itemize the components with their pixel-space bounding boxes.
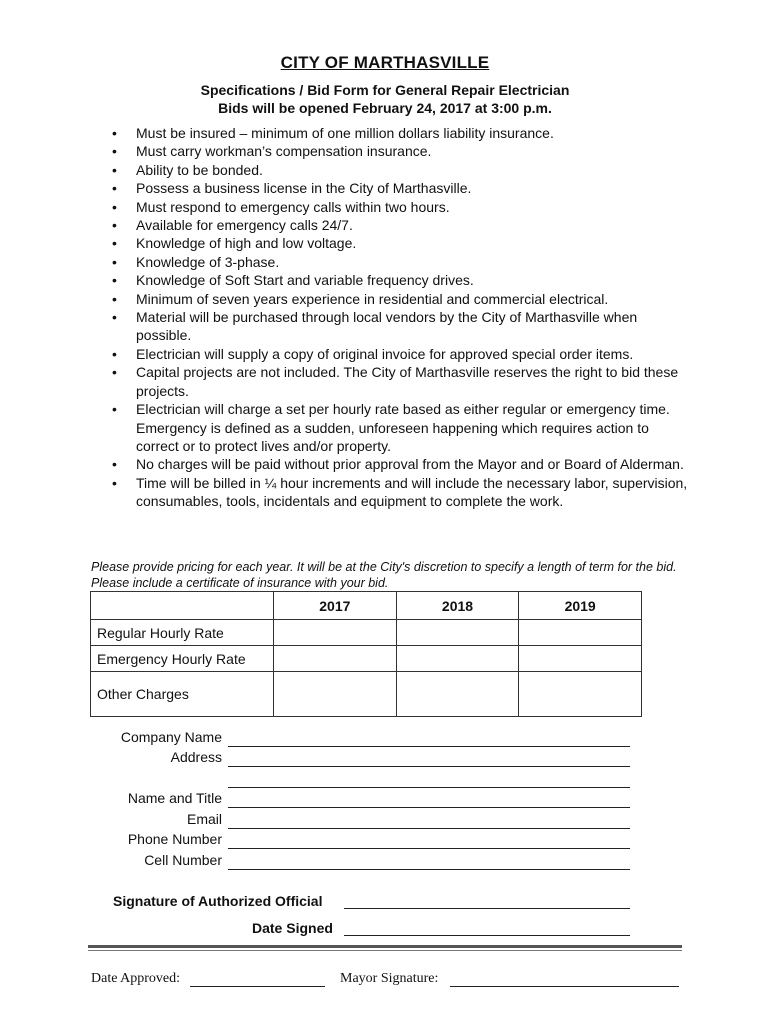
date-signed-line[interactable] bbox=[344, 935, 630, 936]
cell-line[interactable] bbox=[228, 869, 630, 870]
bid-opening-date: Bids will be opened February 24, 2017 at 3:00 p.m. bbox=[218, 100, 552, 116]
list-item: • Electrician will supply a copy of original invoice for approved special order items. bbox=[110, 345, 690, 363]
table-corner-cell bbox=[91, 592, 274, 620]
price-cell[interactable] bbox=[519, 672, 642, 717]
phone-line[interactable] bbox=[228, 848, 630, 849]
table-row bbox=[91, 646, 642, 672]
address-label: Address bbox=[170, 749, 222, 765]
list-item: • No charges will be paid without prior approval from the Mayor and or Board of Alderman. bbox=[110, 455, 690, 473]
year-header: 2017 bbox=[274, 592, 397, 620]
company-name-line[interactable] bbox=[228, 746, 630, 747]
table-row bbox=[91, 620, 642, 646]
date-approved-label: Date Approved: bbox=[91, 971, 181, 986]
list-item: • Available for emergency calls 24/7. bbox=[110, 216, 690, 234]
list-item: • Time will be billed in ¼ hour increments and will include the necessary labor, supervision, consumables, tools, incidentals and equipment to complete the work. bbox=[110, 474, 690, 511]
list-item: • Must respond to emergency calls within two hours. bbox=[110, 198, 690, 216]
list-item: • Minimum of seven years experience in residential and commercial electrical. bbox=[110, 290, 690, 308]
pricing-instructions: Please provide pricing for each year. It will be at the City's discretion to specify a length of term for the bid. Please include a certificate of insurance with your bid. bbox=[91, 560, 677, 590]
list-item: • Material will be purchased through local vendors by the City of Marthasville when possible. bbox=[110, 308, 690, 345]
price-cell[interactable] bbox=[396, 672, 519, 717]
cell-label: Cell Number bbox=[144, 852, 222, 868]
price-cell[interactable] bbox=[396, 646, 519, 672]
company-name-field bbox=[90, 729, 630, 749]
address-continued-field bbox=[90, 770, 630, 790]
page-title: CITY OF MARTHASVILLE bbox=[280, 53, 490, 72]
name-title-label: Name and Title bbox=[127, 790, 222, 806]
signature-label: Signature of Authorized Official bbox=[113, 893, 323, 909]
address-line-2[interactable] bbox=[228, 787, 630, 788]
cell-field bbox=[90, 852, 630, 872]
price-cell[interactable] bbox=[274, 646, 397, 672]
row-label: Other Charges bbox=[91, 672, 274, 717]
list-item: • Possess a business license in the City of Marthasville. bbox=[110, 179, 690, 197]
divider bbox=[88, 950, 682, 951]
email-field bbox=[90, 811, 630, 831]
list-item: • Must be insured – minimum of one million dollars liability insurance. bbox=[110, 124, 690, 142]
list-item: • Knowledge of high and low voltage. bbox=[110, 234, 690, 252]
date-approved-line[interactable] bbox=[190, 986, 325, 987]
price-cell[interactable] bbox=[274, 672, 397, 717]
year-header: 2018 bbox=[396, 592, 519, 620]
table-row bbox=[91, 672, 642, 717]
email-label: Email bbox=[186, 811, 222, 827]
price-cell[interactable] bbox=[519, 646, 642, 672]
phone-label: Phone Number bbox=[127, 831, 222, 847]
pricing-table bbox=[90, 591, 642, 717]
name-title-field bbox=[90, 790, 630, 810]
address-line[interactable] bbox=[228, 766, 630, 767]
list-item: • Knowledge of 3-phase. bbox=[110, 253, 690, 271]
address-field bbox=[90, 749, 630, 769]
email-line[interactable] bbox=[228, 828, 630, 829]
row-label: Emergency Hourly Rate bbox=[91, 646, 274, 672]
list-item: • Must carry workman’s compensation insurance. bbox=[110, 142, 690, 160]
date-signed-label: Date Signed bbox=[252, 920, 333, 936]
list-item: • Electrician will charge a set per hourly rate based as either regular or emergency time. Emergency is defined as a sudden, unforeseen happening which requires action to correct or to protect lives and/or property. bbox=[110, 400, 690, 455]
list-item: • Knowledge of Soft Start and variable frequency drives. bbox=[110, 271, 690, 289]
list-item: • Capital projects are not included. The City of Marthasville reserves the right to bid these projects. bbox=[110, 363, 690, 400]
name-title-line[interactable] bbox=[228, 807, 630, 808]
company-name-label: Company Name bbox=[120, 729, 222, 745]
divider bbox=[88, 945, 682, 948]
price-cell[interactable] bbox=[519, 620, 642, 646]
price-cell[interactable] bbox=[396, 620, 519, 646]
mayor-signature-label: Mayor Signature: bbox=[340, 971, 439, 986]
row-label: Regular Hourly Rate bbox=[91, 620, 274, 646]
price-cell[interactable] bbox=[274, 620, 397, 646]
table-header-row bbox=[91, 592, 642, 620]
phone-field bbox=[90, 831, 630, 851]
requirements-list bbox=[110, 124, 690, 511]
list-item: • Ability to be bonded. bbox=[110, 161, 690, 179]
form-subtitle: Specifications / Bid Form for General Repair Electrician bbox=[200, 82, 570, 98]
signature-line[interactable] bbox=[344, 908, 630, 909]
mayor-signature-line[interactable] bbox=[450, 986, 679, 987]
year-header: 2019 bbox=[519, 592, 642, 620]
